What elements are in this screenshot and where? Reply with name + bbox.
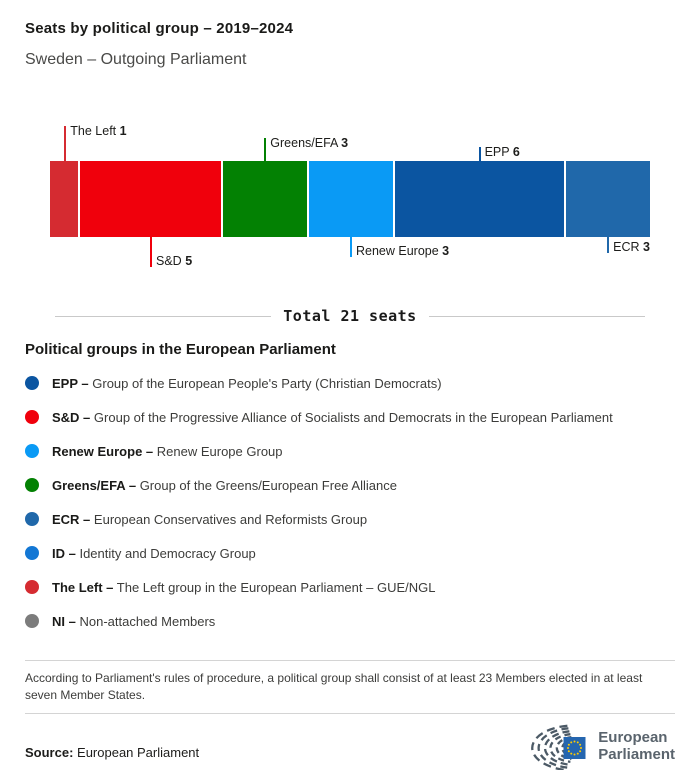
bar-segment-greens-efa[interactable]	[223, 161, 307, 237]
bar-segment-label: Greens/EFA 3	[270, 136, 349, 150]
total-seats-label: Total 21 seats	[283, 307, 417, 325]
the-left-color-dot-icon	[25, 580, 39, 594]
legend-label: Renew Europe – Renew Europe Group	[52, 443, 283, 459]
callout-line	[350, 237, 352, 257]
bar-segment-renew-europe[interactable]	[309, 161, 393, 237]
legend-label: Greens/EFA – Group of the Greens/European Free Alliance	[52, 477, 397, 493]
id-color-dot-icon	[25, 546, 39, 560]
legend-item-greens-efa	[0, 468, 700, 502]
callout-line	[64, 126, 66, 161]
ni-color-dot-icon	[25, 614, 39, 628]
divider-line-right	[429, 316, 645, 317]
legend-label: ECR – European Conservatives and Reformists Group	[52, 511, 368, 527]
bar-segment-label: EPP 6	[484, 145, 520, 159]
legend-item-sd	[0, 400, 700, 434]
bar-segment-label: ECR 3	[613, 240, 650, 254]
callout-line	[264, 138, 266, 161]
legend-item-the-left	[0, 570, 700, 604]
sd-color-dot-icon	[25, 410, 39, 424]
divider-line-left	[55, 316, 271, 317]
legend-label: S&D – Group of the Progressive Alliance of Socialists and Democrats in the European Parliament	[52, 409, 613, 425]
page-title: Seats by political group – 2019–2024	[25, 20, 294, 37]
callout-line	[607, 237, 609, 253]
bar-segment-label: The Left 1	[70, 124, 127, 138]
header	[0, 0, 700, 69]
stacked-bar	[50, 161, 650, 237]
eu-flag	[564, 737, 586, 759]
legend-item-ecr	[0, 502, 700, 536]
page-subtitle: Sweden – Outgoing Parliament	[25, 51, 247, 68]
ecr-color-dot-icon	[25, 512, 39, 526]
source-line	[25, 745, 199, 770]
legend-item-epp	[0, 366, 700, 400]
legend-label: EPP – Group of the European People's Party (Christian Democrats)	[52, 375, 442, 391]
legend-item-ni	[0, 604, 700, 638]
bar-segment-ecr[interactable]	[566, 161, 650, 237]
legend-item-id	[0, 536, 700, 570]
legend-heading: Political groups in the European Parliament	[25, 341, 336, 358]
callout-line	[479, 147, 481, 161]
footnote-text: According to Parliament's rules of procedure, a political group shall consist of at least 23 Members elected in at least seven Member States.	[25, 671, 643, 702]
bar-segment-s-d[interactable]	[80, 161, 220, 237]
greens-efa-color-dot-icon	[25, 478, 39, 492]
footer	[25, 722, 675, 770]
legend-label: NI – Non-attached Members	[52, 613, 216, 629]
logo-wordmark: European Parliament	[598, 729, 675, 763]
hemicycle-eu-flag-icon	[528, 722, 590, 770]
legend-label: ID – Identity and Democracy Group	[52, 545, 256, 561]
bar-segment-the-left[interactable]	[50, 161, 78, 237]
total-seats-divider	[55, 307, 645, 325]
footnote-divider-bottom	[25, 713, 675, 714]
legend-label: The Left – The Left group in the European Parliament – GUE/NGL	[52, 579, 436, 595]
seats-bar-chart	[0, 109, 700, 289]
renew-europe-color-dot-icon	[25, 444, 39, 458]
legend-item-renew-europe	[0, 434, 700, 468]
bar-segment-label: S&D 5	[156, 254, 193, 268]
source-value: European Parliament	[73, 745, 200, 760]
callout-line	[150, 237, 152, 267]
source-label: Source:	[25, 745, 74, 760]
european-parliament-logo	[528, 722, 675, 770]
bar-segment-epp[interactable]	[395, 161, 564, 237]
epp-color-dot-icon	[25, 376, 39, 390]
legend	[0, 366, 700, 638]
footnote-divider-top	[25, 660, 675, 661]
bar-segment-label: Renew Europe 3	[356, 244, 450, 258]
